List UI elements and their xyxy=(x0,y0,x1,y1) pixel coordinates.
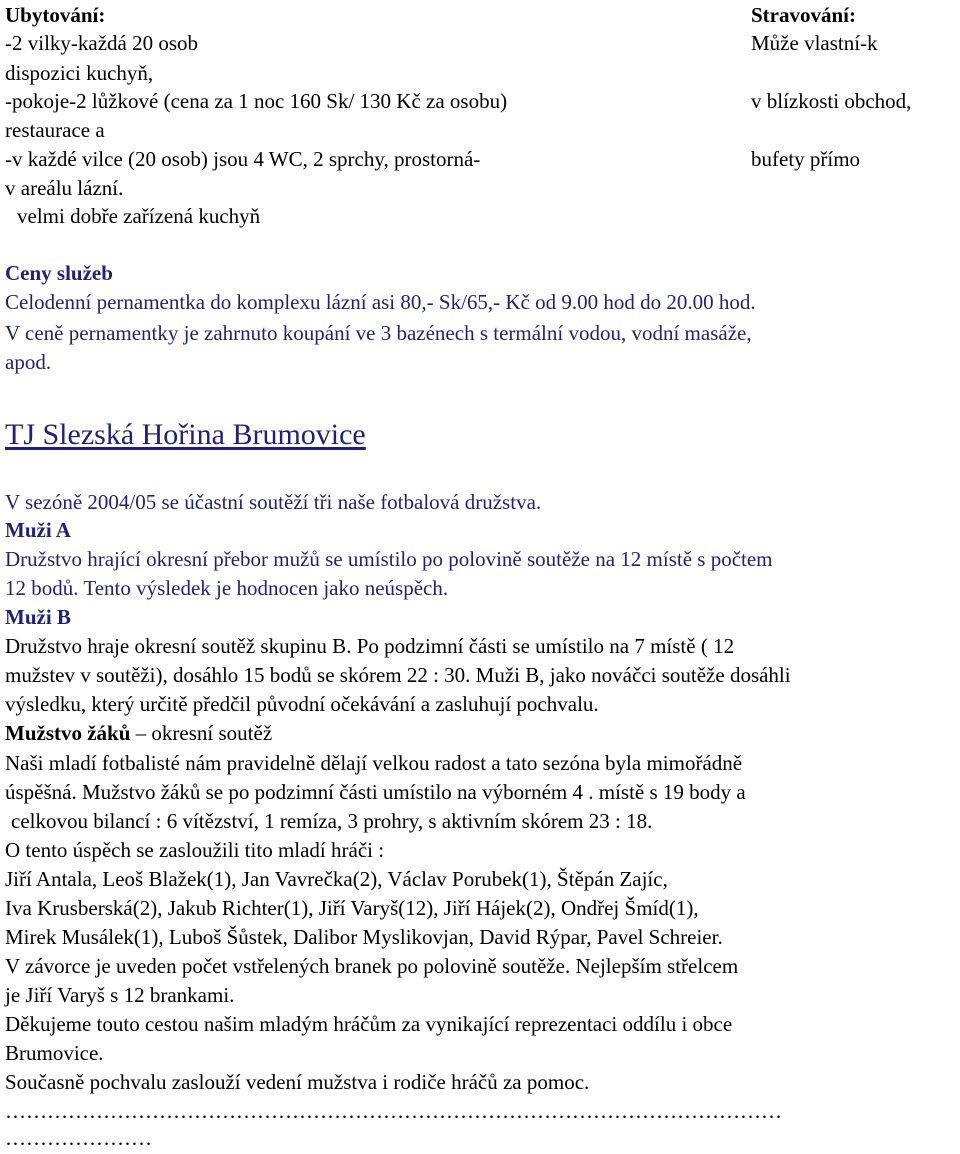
team-a-line: 12 bodů. Tento výsledek je hodnocen jako neúspěch. xyxy=(5,576,449,600)
team-b-line: výsledku, který určitě předčil původní očekávání a zasluhují pochvalu. xyxy=(5,692,599,716)
youth-line: celkovou bilancí : 6 vítězství, 1 remíza, 3 prohry, s aktivním skórem 23 : 18. xyxy=(11,809,653,833)
youth-line: Současně pochvalu zaslouží vedení mužstva i rodiče hráčů za pomoc. xyxy=(5,1070,590,1094)
prices-line: Celodenní pernamentka do komplexu lázní asi 80,- Sk/65,- Kč od 9.00 hod do 20.00 hod. xyxy=(5,290,756,314)
youth-line: Brumovice. xyxy=(5,1041,104,1065)
prices-line: apod. xyxy=(5,350,52,374)
catering-line: v blízkosti obchod, xyxy=(751,89,912,113)
youth-heading-rest: – okresní soutěž xyxy=(130,721,273,745)
accommodation-line: v areálu lázní. xyxy=(5,176,124,200)
accommodation-line: -2 vilky-každá 20 osob xyxy=(5,31,199,55)
youth-line: úspěšná. Mužstvo žáků se po podzimní části umístilo na výborném 4 . místě s 19 body a xyxy=(5,780,746,804)
accommodation-line: dispozici kuchyň, xyxy=(5,61,154,85)
club-intro: V sezóně 2004/05 se účastní soutěží tři naše fotbalová družstva. xyxy=(5,490,542,514)
team-b-line: mužstev v soutěži), dosáhlo 15 bodů se skórem 22 : 30. Muži B, jako nováčci soutěže dosáhli xyxy=(5,663,791,687)
youth-line: Iva Krusberská(2), Jakub Richter(1), Jiří Varyš(12), Jiří Hájek(2), Ondřej Šmíd(1), xyxy=(5,896,699,920)
youth-line: Děkujeme touto cestou našim mladým hráčům za vynikající reprezentaci oddílu i obce xyxy=(5,1012,733,1036)
dotted-line: ………………… xyxy=(5,1126,152,1150)
accommodation-line: restaurace a xyxy=(5,118,105,142)
youth-line: je Jiří Varyš s 12 brankami. xyxy=(5,983,235,1007)
youth-heading-line xyxy=(5,723,272,744)
team-b-line: Družstvo hraje okresní soutěž skupinu B. Po podzimní části se umístilo na 7 místě ( 12 xyxy=(5,634,735,658)
accommodation-line: -pokoje-2 lůžkové (cena za 1 noc 160 Sk/ 130 Kč za osobu) xyxy=(5,89,508,113)
accommodation-line: -v každé vilce (20 osob) jsou 4 WC, 2 sprchy, prostorná- xyxy=(5,147,481,171)
team-a-line: Družstvo hrající okresní přebor mužů se umístilo po polovině soutěže na 12 místě s počtem xyxy=(5,547,773,571)
team-b-heading: Muži B xyxy=(5,605,71,629)
catering-line: Může vlastní-k xyxy=(751,31,878,55)
catering-line: bufety přímo xyxy=(751,147,861,171)
catering-heading: Stravování: xyxy=(751,3,856,27)
prices-line: V ceně pernamentky je zahrnuto koupání ve 3 bazénech s termální vodou, vodní masáže, xyxy=(5,321,752,345)
youth-line: V závorce je uveden počet vstřelených branek po polovině soutěže. Nejlepším střelcem xyxy=(5,954,739,978)
youth-line: Jiří Antala, Leoš Blažek(1), Jan Vavrečka(2), Václav Porubek(1), Štěpán Zajíc, xyxy=(5,867,668,891)
dotted-line: ………………………………………………………………………………………………… xyxy=(5,1101,782,1122)
youth-line: Mirek Musálek(1), Luboš Šůstek, Dalibor Myslikovjan, David Rýpar, Pavel Schreier. xyxy=(5,925,723,949)
youth-heading: Mužstvo žáků xyxy=(5,721,131,745)
accommodation-line: velmi dobře zařízená kuchyň xyxy=(17,204,261,228)
youth-line: Naši mladí fotbalisté nám pravidelně dělají velkou radost a tato sezóna byla mimořádně xyxy=(5,751,743,775)
prices-heading: Ceny služeb xyxy=(5,261,113,285)
team-a-heading: Muži A xyxy=(5,518,71,542)
youth-line: O tento úspěch se zasloužili tito mladí hráči : xyxy=(5,838,385,862)
club-title: TJ Slezská Hořina Brumovice xyxy=(5,418,366,451)
accommodation-heading: Ubytování: xyxy=(5,3,106,27)
